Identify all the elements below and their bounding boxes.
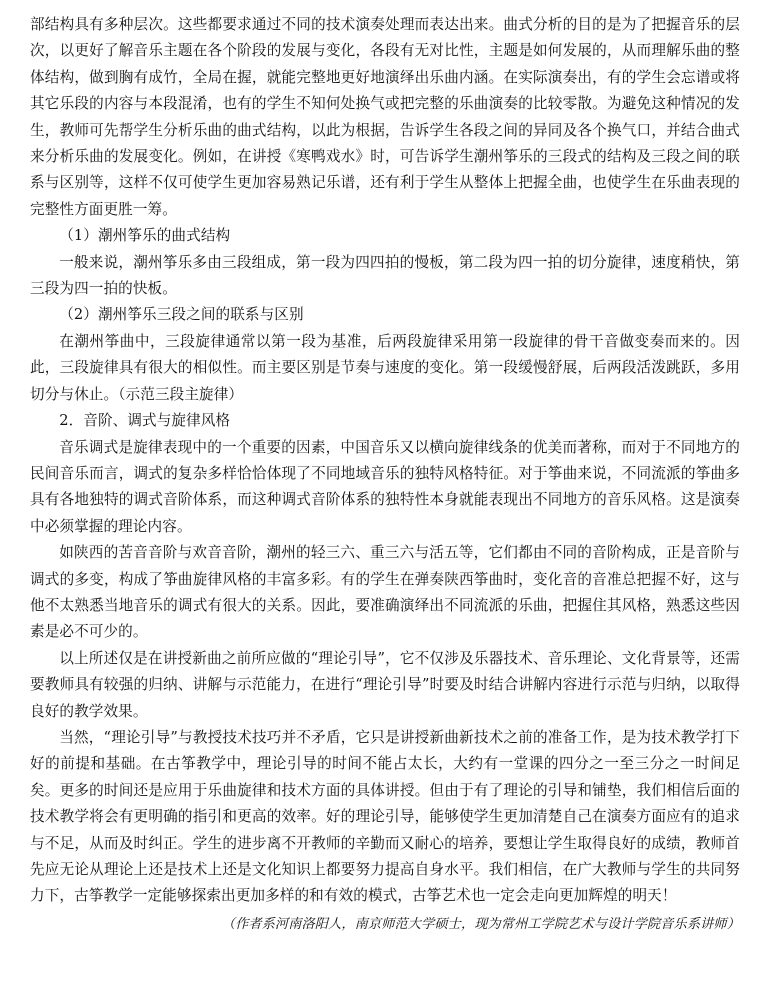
paragraph-theory-guidance: 以上所述仅是在讲授新曲之前所应做的“理论引导”，它不仅涉及乐器技术、音乐理论、文化背景等，还需要教师具有较强的归纳、讲解与示范能力，在进行“理论引导”时要及时结合讲解内容进行示范与归纳，以取得良好的教学效果。 bbox=[30, 649, 740, 720]
subheading-scales: 2．音阶、调式与旋律风格 bbox=[59, 412, 231, 430]
paragraph-modes: 音乐调式是旋律表现中的一个重要的因素，中国音乐又以横向旋律线条的优美而著称，而对于不同地方的民间音乐而言，调式的复杂多样恰恰体现了不同地域音乐的独特风格特征。对于筝曲来说，不同流派的筝曲多具有各地独特的调式音阶体系，而这种调式音阶体系的独特性本身就能表现出不同地方的音乐风格。这是演奏中必须掌握的理论内容。 bbox=[30, 438, 740, 535]
paragraph-curriculum-analysis: 部结构具有多种层次。这些都要求通过不同的技术演奏处理而表达出来。曲式分析的目的是为了把握音乐的层次，以更好了解音乐主题在各个阶段的发展与变化，各段有无对比性，主题是如何发展的，从而理解乐曲的整体结构，做到胸有成竹，全局在握，就能完整地更好地演绎出乐曲内涵。在实际演奏出，有的学生会忘谱或将其它乐段的内容与本段混淆，也有的学生不知何处换气或把完整的乐曲演奏的比较零散。为避免这种情况的发生，教师可先帮学生分析乐曲的曲式结构，以此为根据，告诉学生各段之间的异同及各个换气口，并结合曲式来分析乐曲的发展变化。例如，在讲授《寒鸭戏水》时，可告诉学生潮州筝乐的三段式的结构及三段之间的联系与区别等，这样不仅可使学生更加容易熟记乐谱，还有利于学生从整体上把握全曲，也使学生在乐曲表现的完整性方面更胜一筹。 bbox=[30, 16, 740, 218]
subheading-structure: （1）潮州筝乐的曲式结构 bbox=[59, 227, 231, 245]
paragraph-shaanxi-chaozhou: 如陕西的苦音音阶与欢音音阶，潮州的轻三六、重三六与活五等，它们都由不同的音阶构成，正是音阶与调式的多变，构成了筝曲旋律风格的丰富多彩。有的学生在弹奏陕西筝曲时，变化音的音准总把握不好，这与他不太熟悉当地音乐的调式有很大的关系。因此，要准确演绎出不同流派的乐曲，把握住其风格，熟悉这些因素是必不可少的。 bbox=[30, 544, 740, 641]
paragraph-variation: 在潮州筝曲中，三段旋律通常以第一段为基准，后两段旋律采用第一段旋律的骨干音做变奏而来的。因此，三段旋律具有很大的相似性。而主要区别是节奏与速度的变化。第一段缓慢舒展，后两段活泼跳跃，多用切分与休止。（示范三段主旋律） bbox=[30, 332, 740, 403]
paragraph-three-sections: 一般来说，潮州筝乐多由三段组成，第一段为四四拍的慢板，第二段为四一拍的切分旋律，速度稍快，第三段为四一拍的快板。 bbox=[30, 253, 740, 298]
author-note: （作者系河南洛阳人，南京师范大学硕士，现为常州工学院艺术与设计学院音乐系讲师） bbox=[221, 916, 740, 932]
subheading-relations: （2）潮州筝乐三段之间的联系与区别 bbox=[59, 306, 304, 324]
paragraph-conclusion: 当然，“理论引导”与教授技术技巧并不矛盾，它只是讲授新曲新技术之前的准备工作，是为技术教学打下好的前提和基础。在古筝教学中，理论引导的时间不能占太长，大约有一堂课的四分之一至三分之一时间足矣。更多的时间还是应用于乐曲旋律和技术方面的具体讲授。但由于有了理论的引导和铺垫，我们相信后面的技术教学将会有更明确的指引和更高的效率。好的理论引导，能够使学生更加清楚自己在演奏方面应有的追求与不足，从而及时纠正。学生的进步离不开教师的辛勤而又耐心的培养，要想让学生取得良好的成绩，教师首先应无论从理论上还是技术上还是文化知识上都要努力提高自身水平。我们相信，在广大教师与学生的共同努力下，古筝教学一定能够探索出更加多样的和有效的模式，古筝艺术也一定会走向更加辉煌的明天！ bbox=[30, 728, 740, 905]
